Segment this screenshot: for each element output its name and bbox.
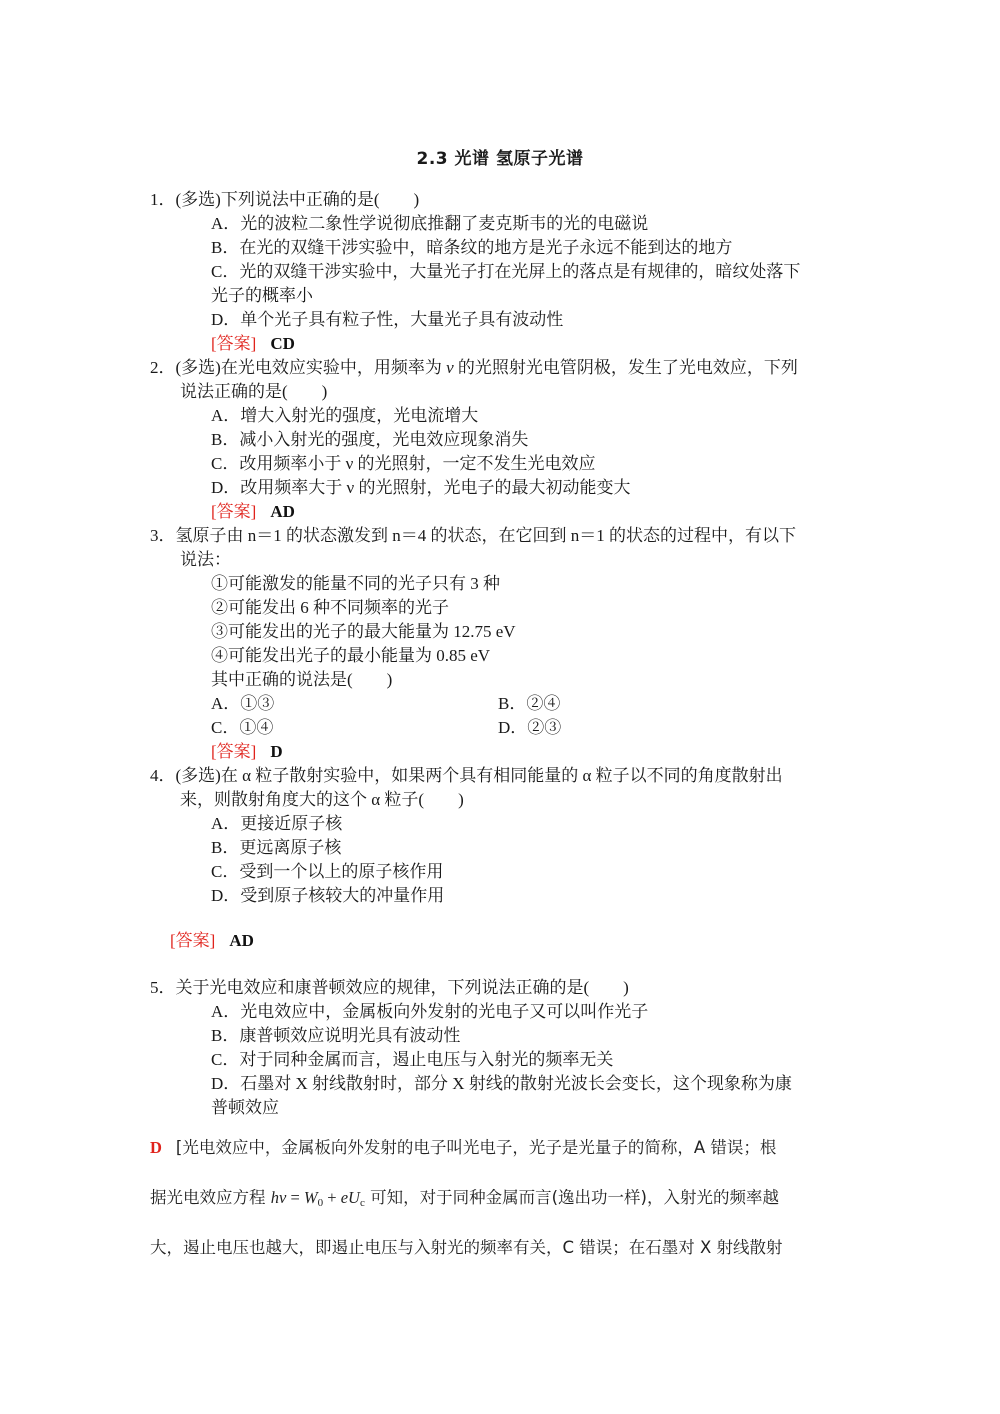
question-3-option-a: A．①③ xyxy=(211,694,275,713)
answer-label: [答案] xyxy=(211,742,257,761)
question-3-statement-3: ③可能发出的光子的最大能量为 12.75 eV xyxy=(211,622,516,641)
question-1-option-c: C．光的双缝干涉实验中，大量光子打在光屏上的落点是有规律的，暗纹处落下 xyxy=(211,262,801,281)
question-5-option-d-cont: 普顿效应 xyxy=(211,1098,279,1117)
question-4-stem: 4．(多选)在 α 粒子散射实验中，如果两个具有相同能量的 α 粒子以不同的角度散射出 xyxy=(150,766,783,785)
question-2-option-b: B．减小入射光的强度，光电效应现象消失 xyxy=(211,430,529,449)
question-1-answer xyxy=(211,332,295,356)
question-1-option-d: D．单个光子具有粒子性，大量光子具有波动性 xyxy=(211,310,564,329)
question-4-stem-cont: 来，则散射角度大的这个 α 粒子( ) xyxy=(180,790,464,809)
answer-value: AD xyxy=(270,502,295,521)
answer-label: [答案] xyxy=(211,334,257,353)
question-5-option-a: A．光电效应中，金属板向外发射的光电子又可以叫作光子 xyxy=(211,1002,649,1021)
explanation-answer: D xyxy=(150,1138,162,1157)
question-3-option-b: B．②④ xyxy=(498,694,561,713)
explanation-line-2: 据光电效应方程 $h\nu = W_0 + eU_c$ 可知，对于同种金属而言(逸出功一样)，入射光的频率越 xyxy=(150,1188,779,1209)
question-2-option-d: D．改用频率大于 ν 的光照射，光电子的最大初动能变大 xyxy=(211,478,631,497)
question-3-option-d: D．②③ xyxy=(498,718,562,737)
question-3-option-c: C．①④ xyxy=(211,718,274,737)
answer-label: [答案] xyxy=(170,931,216,950)
question-4-option-b: B．更远离原子核 xyxy=(211,838,342,857)
explanation-line-3: 大，遏止电压也越大，即遏止电压与入射光的频率有关，C 错误；在石墨对 X 射线散射 xyxy=(150,1238,783,1257)
question-5-stem: 5．关于光电效应和康普顿效应的规律，下列说法正确的是( ) xyxy=(150,978,629,997)
formula: $h\nu = W_0 + eU_c$ xyxy=(270,1188,365,1209)
answer-value: AD xyxy=(229,931,254,950)
question-4-option-d: D．受到原子核较大的冲量作用 xyxy=(211,886,445,905)
question-1-option-c-cont: 光子的概率小 xyxy=(211,286,313,305)
question-4-answer xyxy=(170,929,254,953)
question-3-statement-2: ②可能发出 6 种不同频率的光子 xyxy=(211,598,449,617)
question-3-stem-cont: 说法： xyxy=(180,550,231,569)
question-1-option-a: A．光的波粒二象性学说彻底推翻了麦克斯韦的光的电磁说 xyxy=(211,214,649,233)
question-2-stem: 2．(多选)在光电效应实验中，用频率为 ν 的光照射光电管阴极，发生了光电效应，下列 xyxy=(150,358,798,377)
question-2-option-a: A．增大入射光的强度，光电流增大 xyxy=(211,406,479,425)
answer-label: [答案] xyxy=(211,502,257,521)
question-2-stem-cont: 说法正确的是( ) xyxy=(180,382,328,401)
question-3-statement-4: ④可能发出光子的最小能量为 0.85 eV xyxy=(211,646,491,665)
question-1-option-b: B．在光的双缝干涉实验中，暗条纹的地方是光子永远不能到达的地方 xyxy=(211,238,733,257)
page-title: 2.3 光谱 氢原子光谱 xyxy=(416,149,584,169)
question-3-answer xyxy=(211,740,283,764)
question-4-option-a: A．更接近原子核 xyxy=(211,814,343,833)
question-4-option-c: C．受到一个以上的原子核作用 xyxy=(211,862,444,881)
question-5-option-d: D．石墨对 X 射线散射时，部分 X 射线的散射光波长会变长，这个现象称为康 xyxy=(211,1074,792,1093)
answer-value: CD xyxy=(270,334,295,353)
question-3-prompt: 其中正确的说法是( ) xyxy=(211,670,393,689)
explanation-line-1: D [光电效应中，金属板向外发射的电子叫光电子，光子是光量子的简称，A 错误；根 xyxy=(150,1138,777,1157)
question-3-statement-1: ①可能激发的能量不同的光子只有 3 种 xyxy=(211,574,500,593)
question-2-answer xyxy=(211,500,295,524)
question-1-stem: 1．(多选)下列说法中正确的是( ) xyxy=(150,190,420,209)
question-5-option-c: C．对于同种金属而言，遏止电压与入射光的频率无关 xyxy=(211,1050,614,1069)
question-5-option-b: B．康普顿效应说明光具有波动性 xyxy=(211,1026,461,1045)
answer-value: D xyxy=(270,742,283,761)
question-3-stem: 3．氢原子由 n＝1 的状态激发到 n＝4 的状态，在它回到 n＝1 的状态的过程中，有以下 xyxy=(150,526,796,545)
question-2-option-c: C．改用频率小于 ν 的光照射，一定不发生光电效应 xyxy=(211,454,596,473)
